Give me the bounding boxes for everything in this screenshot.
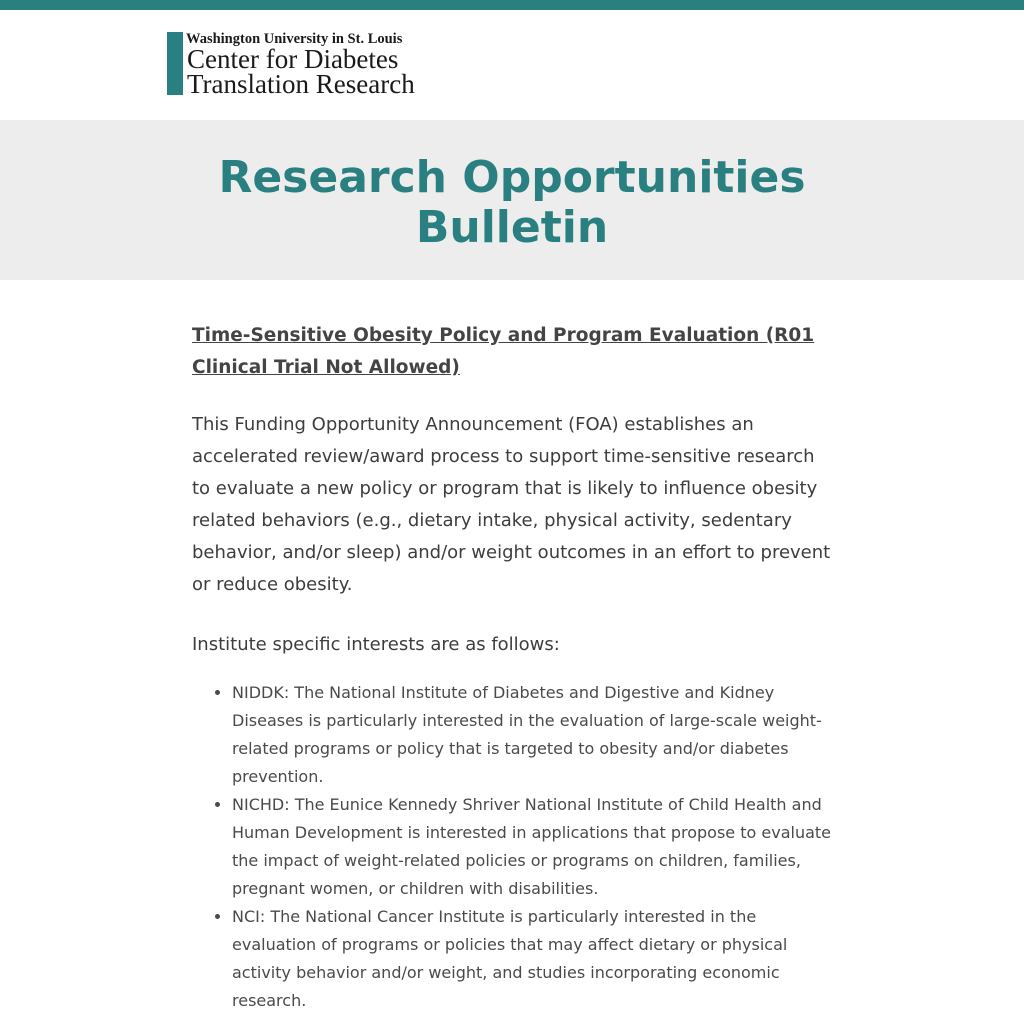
bulletin-banner (0, 120, 1024, 280)
banner-title-line1: Research Opportunities (218, 152, 806, 203)
logo-accent-bar (167, 32, 183, 95)
list-item-nichd: • NICHD: The Eunice Kennedy Shriver National Institute of Child Health and Human Development is interested in applications that propose to evaluate the impact of weight-related policies or programs on children, families, pregnant women, or children with disabilities. (232, 791, 832, 903)
interests-label: Institute specific interests are as follows: (192, 634, 560, 655)
top-accent-bar (0, 0, 1024, 10)
header (0, 10, 1024, 120)
logo-center-name-line1: Center for Diabetes (187, 44, 399, 74)
article-content (192, 320, 832, 1015)
list-item-nci: • NCI: The National Cancer Institute is particularly interested in the evaluation of programs or policies that may affect dietary or physical activity behavior and/or weight, and studies incorporating economic research. (232, 903, 832, 1015)
logo-center-name-line2: Translation Research (187, 69, 415, 99)
article-intro: This Funding Opportunity Announcement (FOA) establishes an accelerated review/award process to support time-sensitive research to evaluate a new policy or program that is likely to influence obesity related behaviors (e.g., dietary intake, physical activity, sedentary behavior, and/or sleep) and/or weight outcomes in an effort to prevent or reduce obesity. (192, 414, 831, 595)
logo-university-name: Washington University in St. Louis (186, 31, 403, 47)
list-item-niddk: • NIDDK: The National Institute of Diabetes and Digestive and Kidney Diseases is particularly interested in the evaluation of large-scale weight-related programs or policy that is targeted to obesity and/or diabetes prevention. (232, 679, 832, 791)
article-title-link[interactable]: Time-Sensitive Obesity Policy and Program Evaluation (R01 Clinical Trial Not Allowed) (192, 325, 815, 378)
banner-title-line2: Bulletin (415, 202, 609, 253)
center-logo[interactable] (167, 32, 457, 98)
institute-interests-list (192, 679, 832, 1015)
